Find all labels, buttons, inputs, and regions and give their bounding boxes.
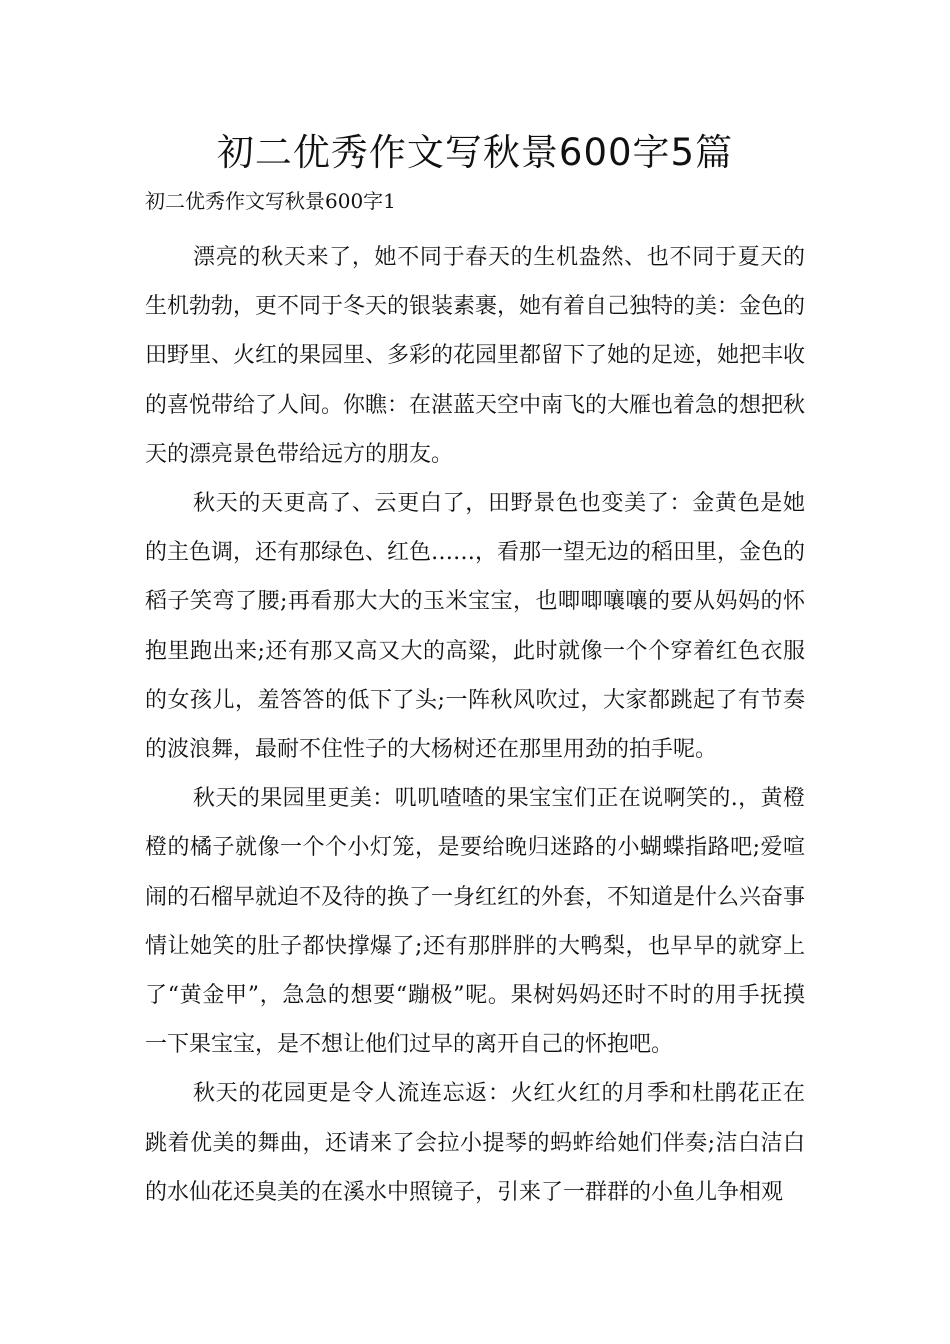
document-body <box>145 233 805 1217</box>
paragraph: 秋天的花园更是令人流连忘返：火红火红的月季和杜鹃花正在跳着优美的舞曲，还请来了会拉小提琴的蚂蚱给她们伴奏;洁白洁白的水仙花还臭美的在溪水中照镜子，引来了一群群的小鱼儿争相观 <box>145 1081 805 1205</box>
document-title: 初二优秀作文写秋景600字5篇 <box>216 131 734 174</box>
paragraph: 秋天的天更高了、云更白了，田野景色也变美了：金黄色是她的主色调，还有那绿色、红色……，看那一望无边的稻田里，金色的稻子笑弯了腰;再看那大大的玉米宝宝，也唧唧嚷嚷的要从妈妈的怀抱里跑出来;还有那又高又大的高粱，此时就像一个个穿着红色衣服的女孩儿，羞答答的低下了头;一阵秋风吹过，大家都跳起了有节奏的波浪舞，最耐不住性子的大杨树还在那里用劲的拍手呢。 <box>145 491 806 763</box>
document-subtitle: 初二优秀作文写秋景600字1 <box>145 189 396 213</box>
paragraph: 秋天的果园里更美：叽叽喳喳的果宝宝们正在说啊笑的.，黄橙橙的橘子就像一个个小灯笼，是要给晚归迷路的小蝴蝶指路吧;爱喧闹的石榴早就迫不及待的换了一身红红的外套，不知道是什么兴奋事情让她笑的肚子都快撑爆了;还有那胖胖的大鸭梨，也早早的就穿上了“黄金甲”，急急的想要“蹦极”呢。果树妈妈还时不时的用手抚摸一下果宝宝，是不想让他们过早的离开自己的怀抱吧。 <box>145 786 806 1058</box>
paragraph: 漂亮的秋天来了，她不同于春天的生机盎然、也不同于夏天的生机勃勃，更不同于冬天的银装素裹，她有着自己独特的美：金色的田野里、火红的果园里、多彩的花园里都留下了她的足迹，她把丰收的喜悦带给了人间。你瞧：在湛蓝天空中南飞的大雁也着急的想把秋天的漂亮景色带给远方的朋友。 <box>145 245 806 467</box>
